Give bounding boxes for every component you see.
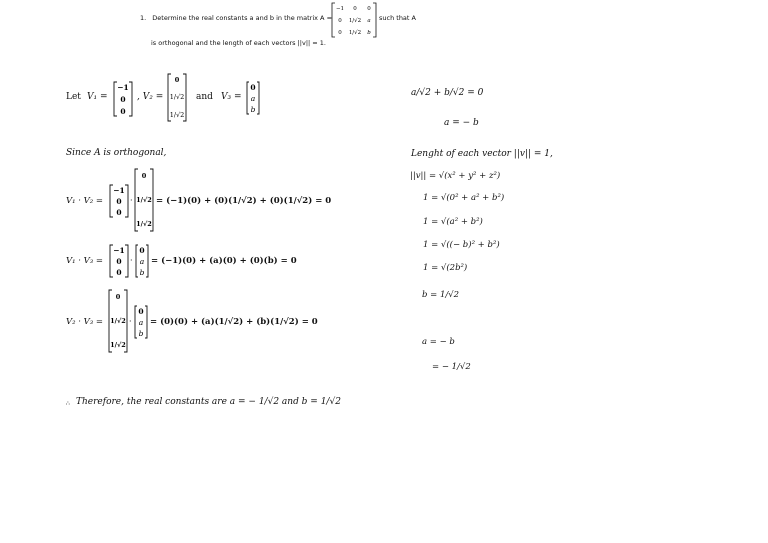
matrix-a-cell: 1/√2 [348,30,362,36]
vector-entry: b [250,105,256,114]
norm-step: 1 = √(2b²) [423,263,468,273]
dot13-label: V₁ · V₃ = [66,256,104,266]
v3-label: V₃ = [221,92,242,102]
length-heading: Lenght of each vector ||v|| = 1, [411,149,553,159]
vector-entry: b [138,329,144,338]
conclusion-text: Therefore, the real constants are a = − 1/√2 and b = 1/√2 [76,397,341,407]
vector-entry: 0 [250,83,256,92]
matrix-a-cell: 0 [353,6,357,12]
dot12-v1 [109,184,129,218]
vector-entry: −1 [113,246,125,255]
matrix-a-cell: −1 [335,6,345,12]
problem-text-a: Determine the real constants a and b in the matrix A = [152,14,333,22]
dot13-result: = (−1)(0) + (a)(0) + (0)(b) = 0 [151,256,297,266]
vector-entry: 0 [116,208,122,217]
norm-step: 1 = √((− b)² + b²) [423,240,500,250]
vector-entry: 0 [138,307,144,316]
norm-definition: ||v|| = √(x² + y² + z²) [410,171,501,181]
b-value: b = 1/√2 [422,290,460,300]
let-label: Let [66,92,81,102]
dot12-label: V₁ · V₂ = [66,196,104,206]
vector-entry: a [250,94,256,103]
matrix-a-cell: 0 [338,18,342,24]
problem-line-1 [140,14,332,22]
eq-sum: a/√2 + b/√2 = 0 [411,88,484,98]
vector-entry: 1/√2 [169,111,185,119]
vector-entry: 1/√2 [136,196,152,204]
a-value: = − 1/√2 [432,362,471,372]
v1-vector [113,81,133,117]
a-equals-minus-b: a = − b [444,118,479,128]
dot12-v2 [134,168,154,232]
vector-entry: −1 [117,83,129,92]
matrix-a [331,1,377,39]
v2-vector [167,73,187,122]
dot-operator: · [129,317,132,326]
v1-label: V₁ = [87,92,108,102]
problem-line-2: is orthogonal and the length of each vectors ||v|| = 1. [151,39,326,47]
problem-text-b: such that A [379,14,416,22]
v2-label: , V₂ = [137,92,164,102]
vector-entry: 0 [115,293,121,301]
vector-entry: 1/√2 [110,317,126,325]
and-label: and [196,92,213,102]
vector-entry: 0 [174,76,180,84]
vector-entry: 0 [120,107,126,116]
matrix-a-cell: b [367,30,371,36]
vector-entry: 1/√2 [169,93,185,101]
vector-entry: 0 [116,197,122,206]
vector-entry: b [139,268,145,277]
vector-entry: 0 [120,95,126,104]
a-equals-minus-b-2: a = − b [422,337,455,347]
matrix-a-cell: 1/√2 [348,18,362,24]
norm-step: 1 = √(0² + a² + b²) [423,193,505,203]
dot23-label: V₂ · V₃ = [66,317,104,327]
dot-operator: · [130,196,133,205]
v3-vector [246,81,260,115]
dot13-v3 [135,244,149,278]
dot23-v2 [108,289,128,353]
vector-entry: 0 [116,257,122,266]
matrix-a-cell: 0 [367,6,371,12]
norm-step: 1 = √(a² + b²) [423,217,483,227]
vector-entry: 0 [141,172,147,180]
vector-entry: 0 [116,268,122,277]
therefore-symbol: ∴ [66,400,70,407]
dot23-result: = (0)(0) + (a)(1/√2) + (b)(1/√2) = 0 [150,317,318,327]
matrix-a-cell: 0 [338,30,342,36]
dot-operator: · [130,256,133,265]
vector-entry: 1/√2 [110,341,126,349]
orthogonal-heading: Since A is orthogonal, [66,148,167,158]
dot12-result: = (−1)(0) + (0)(1/√2) + (0)(1/√2) = 0 [156,196,332,206]
vector-entry: a [138,318,144,327]
matrix-a-cell: a [367,18,371,24]
dot13-v1 [109,244,129,278]
problem-number: 1. [140,14,147,22]
vector-entry: −1 [113,186,125,195]
dot23-v3 [134,305,148,339]
vector-entry: 1/√2 [136,220,152,228]
vector-entry: 0 [139,246,145,255]
vector-entry: a [139,257,145,266]
